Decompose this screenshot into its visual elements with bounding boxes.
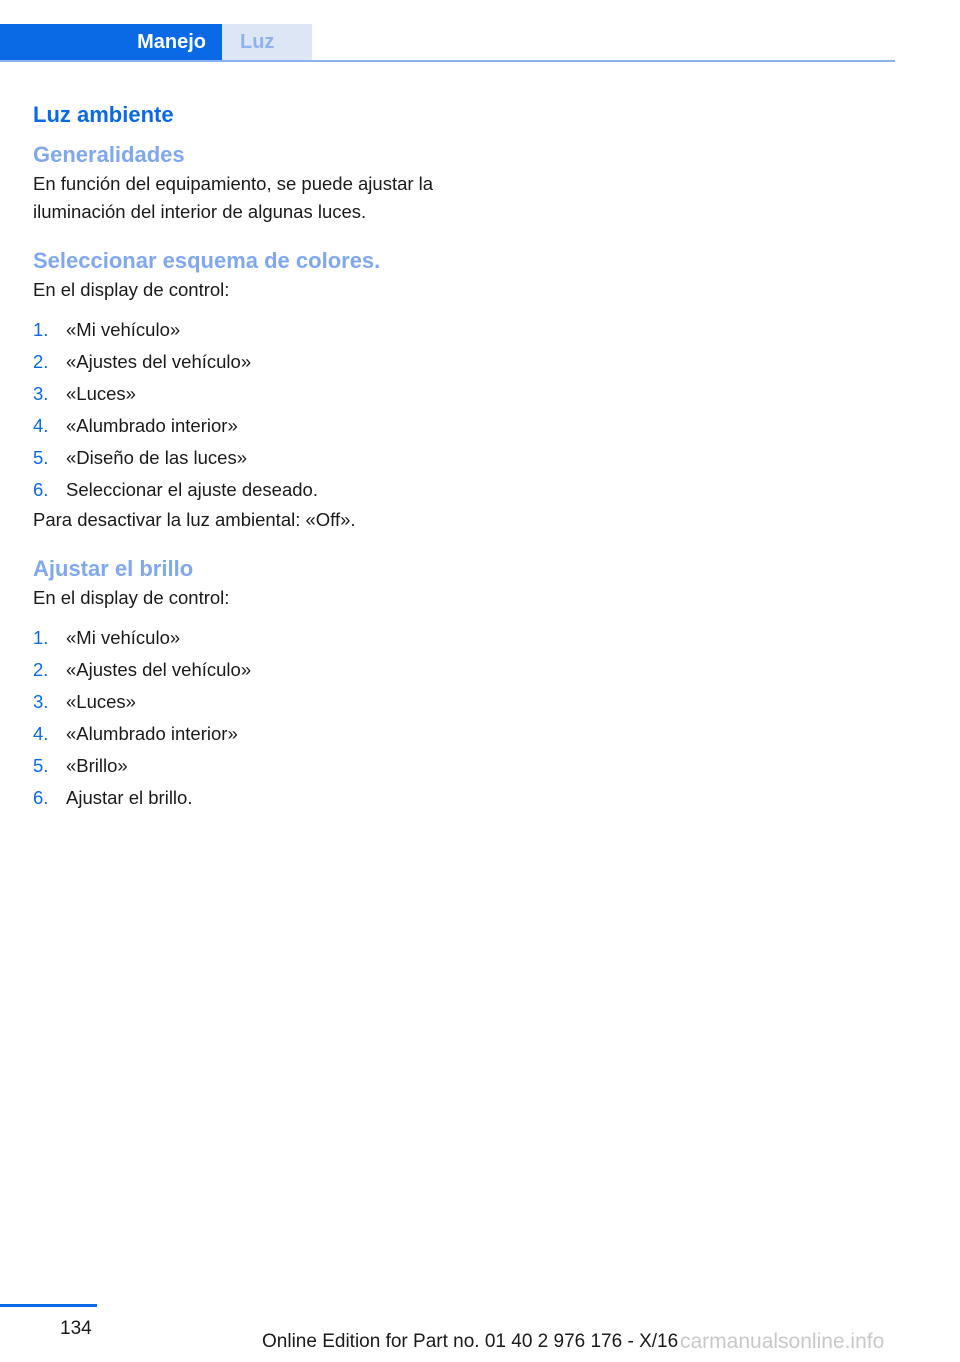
step-text: «Ajustes del vehículo»	[66, 351, 252, 372]
section-text-generalidades: En función del equipamiento, se puede ajustar la iluminación del interior de algunas luces.	[33, 173, 434, 222]
step-number: 4.	[33, 723, 49, 744]
step-text: «Diseño de las luces»	[66, 447, 247, 468]
section-heading-esquema: Seleccionar esquema de colores.	[33, 248, 381, 273]
page-content	[33, 100, 473, 814]
list-item	[33, 622, 473, 654]
step-text: «Mi vehículo»	[66, 319, 181, 340]
list-item	[33, 314, 473, 346]
step-text: «Luces»	[66, 383, 136, 404]
step-text: «Ajustes del vehículo»	[66, 659, 252, 680]
step-number: 6.	[33, 787, 49, 808]
list-item	[33, 378, 473, 410]
step-number: 1.	[33, 627, 49, 648]
list-item	[33, 782, 473, 814]
section-heading-brillo: Ajustar el brillo	[33, 556, 194, 581]
footer-divider	[0, 1304, 97, 1307]
step-text: «Luces»	[66, 691, 136, 712]
section-intro-brillo: En el display de control:	[33, 587, 230, 608]
steps-list-esquema	[33, 314, 473, 506]
section-intro-esquema: En el display de control:	[33, 279, 230, 300]
header-bar	[0, 24, 895, 61]
tab-luz[interactable]: Luz	[222, 24, 312, 61]
step-number: 3.	[33, 383, 49, 404]
step-text: Ajustar el brillo.	[66, 787, 193, 808]
header-divider	[0, 60, 895, 62]
step-number: 3.	[33, 691, 49, 712]
list-item	[33, 410, 473, 442]
step-number: 2.	[33, 659, 49, 680]
section-note-esquema: Para desactivar la luz ambiental: «Off».	[33, 509, 356, 530]
section-heading-generalidades: Generalidades	[33, 142, 185, 167]
step-number: 2.	[33, 351, 49, 372]
step-text: «Mi vehículo»	[66, 627, 181, 648]
step-number: 6.	[33, 479, 49, 500]
step-number: 5.	[33, 447, 49, 468]
list-item	[33, 474, 473, 506]
list-item	[33, 718, 473, 750]
list-item	[33, 686, 473, 718]
list-item	[33, 750, 473, 782]
step-text: «Brillo»	[66, 755, 128, 776]
step-number: 1.	[33, 319, 49, 340]
step-text: Seleccionar el ajuste deseado.	[66, 479, 318, 500]
step-text: «Alumbrado interior»	[66, 723, 238, 744]
step-number: 5.	[33, 755, 49, 776]
step-number: 4.	[33, 415, 49, 436]
page-number: 134	[60, 1318, 92, 1339]
page-title: Luz ambiente	[33, 102, 174, 127]
edition-note: Online Edition for Part no. 01 40 2 976 176 - X/16	[262, 1331, 679, 1352]
watermark: carmanualsonline.info	[680, 1330, 885, 1353]
step-text: «Alumbrado interior»	[66, 415, 238, 436]
list-item	[33, 346, 473, 378]
tab-manejo[interactable]: Manejo	[0, 24, 222, 61]
list-item	[33, 654, 473, 686]
steps-list-brillo	[33, 622, 473, 814]
list-item	[33, 442, 473, 474]
